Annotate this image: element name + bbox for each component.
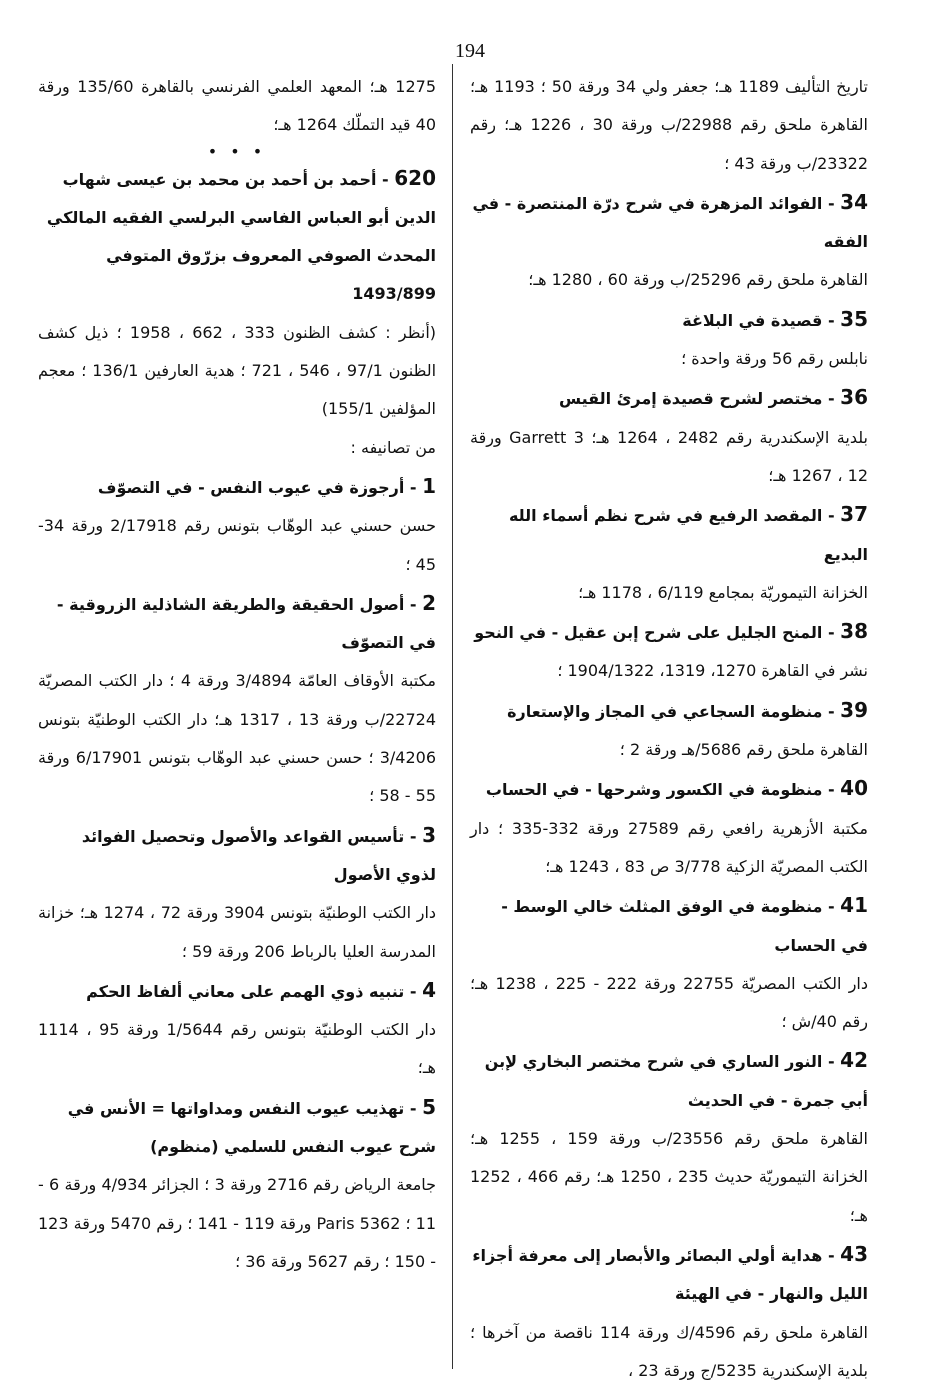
entry-body-text: القاهرة ملحق رقم 23556/ب ورقة 159 ، 1255 هـ؛ الخزانة التيموريّة حديث 235 ، 1250 هـ؛ رقم 466 ، 1252 هـ؛ (470, 1120, 868, 1235)
entry-title-text: - هداية أولي البصائر والأبصار إلى معرفة أجزاء الليل والنهار - في الهيئة (472, 1246, 868, 1303)
entry-title-text: - الفوائد المزهرة في شرح درّة المنتصرة - في الفقه (472, 194, 868, 251)
entry-body-text: نشر في القاهرة 1270، 1319، 1904/1322 ؛ (470, 652, 868, 690)
entry-body-text: مكتبة الأزهرية رافعي رقم 27589 ورقة 332-335 ؛ دار الكتب المصريّة الزكية 3/778 ص 83 ، 1243 هـ؛ (470, 810, 868, 887)
entry-title-text: - منظومة في الكسور وشرحها - في الحساب (486, 780, 840, 799)
entry-title (470, 886, 868, 965)
entry-title-text: - أحمد بن أحمد بن محمد بن عيسى شهاب الدين أبو العباس الفاسي البرلسي الفقيه المالكي المحدث الصوفي المعروف بزرّوق المتوفي 1493/899 (47, 170, 436, 304)
entry-title (470, 612, 868, 652)
entry-title (38, 159, 436, 314)
entry-number: 37 (840, 502, 868, 526)
entry-title-text: - تهذيب عيوب النفس ومداواتها = الأنس في شرح عيوب النفس للسلمي (منظوم) (68, 1099, 436, 1156)
entry-title (470, 691, 868, 731)
entry-body-text: القاهرة ملحق رقم 5686/هـ ورقة 2 ؛ (470, 731, 868, 769)
entry-number: 5 (422, 1095, 436, 1119)
entry-title (470, 769, 868, 809)
entry-title (38, 816, 436, 895)
entry-title (470, 495, 868, 574)
right-column (470, 68, 868, 1390)
entry-body-text: 1275 هـ؛ المعهد العلمي الفرنسي بالقاهرة 135/60 ورقة 40 قيد التملّك 1264 هـ؛ (38, 68, 436, 145)
entry-title-text: - أصول الحقيقة والطريقة الشاذلية الزروقية - في التصوّف (57, 595, 436, 652)
entry-title (38, 584, 436, 663)
entry-title (470, 300, 868, 340)
entry-body-text: الخزانة التيموريّة بمجامع 6/119 ، 1178 هـ؛ (470, 574, 868, 612)
column-divider (452, 64, 453, 1369)
entry-number: 620 (394, 166, 436, 190)
entry-title (470, 378, 868, 418)
entry-title-text: - النور الساري في شرح مختصر البخاري لإبن أبي جمرة - في الحديث (485, 1052, 868, 1109)
entry-number: 3 (422, 823, 436, 847)
entry-number: 41 (840, 893, 868, 917)
entry-title-text: - المنح الجليل على شرح إبن عقيل - في النحو (474, 623, 840, 642)
entry-body-text: جامعة الرياض رقم 2716 ورقة 3 ؛ الجزائر 4/934 ورقة 6 - 11 ؛ Paris 5362 ورقة 119 - 141 ؛ رقم 5470 ورقة 123 - 150 ؛ رقم 5627 ورقة 36 ؛ (38, 1166, 436, 1281)
entry-number: 35 (840, 307, 868, 331)
entry-body-text: القاهرة ملحق رقم 4596/ك ورقة 114 ناقصة من آخرها ؛ بلدية الإسكندرية 5235/ج ورقة 23 ، (470, 1314, 868, 1390)
entry-number: 39 (840, 698, 868, 722)
left-column (38, 68, 436, 1281)
entry-body-text: مكتبة الأوقاف العامّة 3/4894 ورقة 4 ؛ دار الكتب المصريّة 22724/ب ورقة 13 ، 1317 هـ؛ دار الكتب الوطنيّة بتونس 3/4206 ؛ حسن حسني عبد الوهّاب بتونس 6/17901 ورقة 55 - 58 ؛ (38, 662, 436, 815)
entry-body-text: دار الكتب الوطنيّة بتونس 3904 ورقة 72 ، 1274 هـ؛ خزانة المدرسة العليا بالرباط 206 ورقة 59 ؛ (38, 894, 436, 971)
entry-number: 2 (422, 591, 436, 615)
entry-body-text: تاريخ التأليف 1189 هـ؛ جعفر ولي 34 ورقة 50 ؛ 1193 هـ؛ القاهرة ملحق رقم 22988/ب ورقة 30 ، 1226 هـ؛ رقم 23322/ب ورقة 43 ؛ (470, 68, 868, 183)
entry-number: 40 (840, 776, 868, 800)
entry-body-text: دار الكتب المصريّة 22755 ورقة 222 - 225 ، 1238 هـ؛ رقم 40/ش ؛ (470, 965, 868, 1042)
entry-number: 34 (840, 190, 868, 214)
entry-title (470, 1041, 868, 1120)
entry-number: 36 (840, 385, 868, 409)
entry-title-text: - منظومة في الوفق المثلث خالي الوسط - في الحساب (501, 897, 868, 954)
entry-number: 43 (840, 1242, 868, 1266)
entry-body-text: من تصانيفه : (38, 429, 436, 467)
entry-title (470, 183, 868, 262)
entry-title-text: - مختصر لشرح قصيدة إمرئ القيس (559, 389, 840, 408)
entry-title (470, 1235, 868, 1314)
entry-title (38, 971, 436, 1011)
entry-title-text: - قصيدة في البلاغة (682, 311, 840, 330)
entry-title-text: - تنبيه ذوي الهمم على معاني ألفاظ الحكم (86, 982, 422, 1001)
entry-title-text: - منظومة السجاعي في المجاز والإستعارة (507, 702, 840, 721)
entry-body-text: حسن حسني عبد الوهّاب بتونس رقم 2/17918 ورقة 34- 45 ؛ (38, 507, 436, 584)
entry-number: 38 (840, 619, 868, 643)
entry-title-text: - تأسيس القواعد والأصول وتحصيل الفوائد لذوي الأصول (82, 827, 436, 884)
entry-body-text: دار الكتب الوطنيّة بتونس رقم 1/5644 ورقة 95 ، 1114 هـ؛ (38, 1011, 436, 1088)
entry-body-text: (أنظر : كشف الظنون 333 ، 662 ، 1958 ؛ ذيل كشف الظنون 97/1 ، 546 ، 721 ؛ هدية العارفين 136/1 ؛ معجم المؤلفين 155/1) (38, 314, 436, 429)
entry-body-text: نابلس رقم 56 ورقة واحدة ؛ (470, 340, 868, 378)
entry-number: 42 (840, 1048, 868, 1072)
entry-number: 4 (422, 978, 436, 1002)
entry-title-text: - أرجوزة في عيوب النفس - في التصوّف (98, 478, 422, 497)
entry-number: 1 (422, 474, 436, 498)
entry-title (38, 467, 436, 507)
entry-body-text: بلدية الإسكندرية رقم 2482 ، 1264 هـ؛ Garrett 3 ورقة 12 ، 1267 هـ؛ (470, 419, 868, 496)
entry-title (38, 1088, 436, 1167)
entry-body-text: القاهرة ملحق رقم 25296/ب ورقة 60 ، 1280 هـ؛ (470, 261, 868, 299)
page-number: 194 (0, 40, 940, 63)
entry-title-text: - المقصد الرفيع في شرح نظم أسماء الله البديع (509, 506, 868, 563)
section-separator: • • • (38, 145, 436, 159)
